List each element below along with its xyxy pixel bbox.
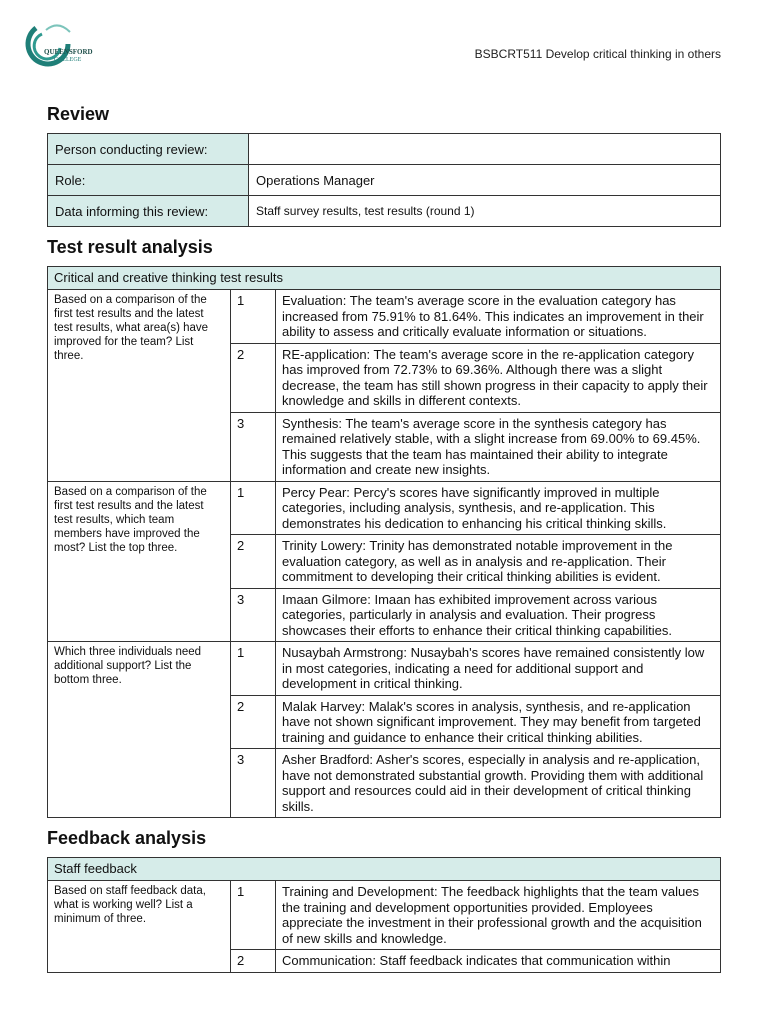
- review-label: Role:: [48, 165, 249, 196]
- answer-number: 2: [231, 343, 276, 412]
- answer-number: 2: [231, 695, 276, 749]
- review-table: [47, 133, 721, 227]
- answer-cell[interactable]: Nusaybah Armstrong: Nusaybah's scores have remained consistently low in most categories, indicating a need for additional support and development in critical thinking.: [276, 642, 721, 696]
- table-row: [48, 881, 721, 950]
- table-row: [48, 290, 721, 344]
- answer-number: 1: [231, 290, 276, 344]
- answer-cell[interactable]: Imaan Gilmore: Imaan has exhibited improvement across various categories, particularly in analysis and evaluation. Their progress showcases their efforts to enhance their critical thinking capabilities.: [276, 588, 721, 642]
- answer-number: 1: [231, 481, 276, 535]
- table-title-row: [48, 858, 721, 881]
- answer-cell[interactable]: Communication: Staff feedback indicates that communication within: [276, 950, 721, 973]
- answer-cell[interactable]: Evaluation: The team's average score in the evaluation category has increased from 75.91% to 81.64%. This indicates an improvement in their ability to assess and critically evaluate information or situations.: [276, 290, 721, 344]
- answer-number: 1: [231, 642, 276, 696]
- table-title-row: [48, 267, 721, 290]
- svg-text:COLLEGE: COLLEGE: [54, 57, 82, 63]
- review-row: [48, 165, 721, 196]
- answer-number: 2: [231, 535, 276, 589]
- answer-cell[interactable]: Percy Pear: Percy's scores have significantly improved in multiple categories, including analysis, synthesis, and re-application. This demonstrates his dedication to enhancing his critical thinking skills.: [276, 481, 721, 535]
- course-code: BSBCRT511 Develop critical thinking in others: [474, 47, 721, 61]
- question-cell: Based on a comparison of the first test results and the latest test results, what area(s) have improved for the team? List three.: [48, 290, 231, 482]
- answer-cell[interactable]: Malak Harvey: Malak's scores in analysis, synthesis, and re-application have not shown significant improvement. They may benefit from targeted training and guidance to enhance their critical thinking abilities.: [276, 695, 721, 749]
- question-cell: Based on a comparison of the first test results and the latest test results, which team members have improved the most? List the top three.: [48, 481, 231, 642]
- answer-cell[interactable]: Synthesis: The team's average score in the synthesis category has remained relatively stable, with a slight increase from 69.00% to 69.45%. This suggests that the team has maintained their ability to integrate information and create new insights.: [276, 412, 721, 481]
- test-analysis-heading: Test result analysis: [47, 237, 213, 257]
- svg-text:QUEENSFORD: QUEENSFORD: [44, 48, 93, 56]
- answer-cell[interactable]: Trinity Lowery: Trinity has demonstrated notable improvement in the evaluation category, as well as in analysis and re-application. Their commitment to developing their critical thinking abilities is evident.: [276, 535, 721, 589]
- college-logo: [24, 18, 94, 70]
- review-label: Data informing this review:: [48, 196, 249, 227]
- answer-number: 3: [231, 412, 276, 481]
- question-cell: Which three individuals need additional support? List the bottom three.: [48, 642, 231, 818]
- answer-cell[interactable]: Training and Development: The feedback highlights that the team values the training and development opportunities provided. Employees appreciate the investment in their professional growth and the acquisition of new skills and knowledge.: [276, 881, 721, 950]
- staff-feedback-table: [47, 857, 721, 973]
- feedback-analysis-heading: Feedback analysis: [47, 828, 207, 848]
- question-cell: Based on staff feedback data, what is working well? List a minimum of three.: [48, 881, 231, 973]
- review-value[interactable]: [249, 134, 721, 165]
- answer-number: 1: [231, 881, 276, 950]
- review-row: [48, 134, 721, 165]
- answer-number: 3: [231, 588, 276, 642]
- table-row: [48, 642, 721, 696]
- answer-cell[interactable]: Asher Bradford: Asher's scores, especially in analysis and re-application, have not demonstrated substantial growth. Providing them with additional support and resources could aid in their development of critical thinking skills.: [276, 749, 721, 818]
- review-heading: Review: [47, 104, 110, 124]
- answer-number: 2: [231, 950, 276, 973]
- review-label: Person conducting review:: [48, 134, 249, 165]
- feedback-table-title: Staff feedback: [48, 858, 721, 881]
- review-row: [48, 196, 721, 227]
- answer-cell[interactable]: RE-application: The team's average score in the re-application category has improved from 72.73% to 69.36%. Although there was a slight decrease, the team has still shown progress in their capacity to apply their knowledge and skills in different contexts.: [276, 343, 721, 412]
- test-results-table: [47, 266, 721, 818]
- review-value[interactable]: Staff survey results, test results (round 1): [249, 196, 721, 227]
- table-row: [48, 481, 721, 535]
- test-table-title: Critical and creative thinking test results: [48, 267, 721, 290]
- answer-number: 3: [231, 749, 276, 818]
- review-value[interactable]: Operations Manager: [249, 165, 721, 196]
- document-body: [47, 104, 721, 973]
